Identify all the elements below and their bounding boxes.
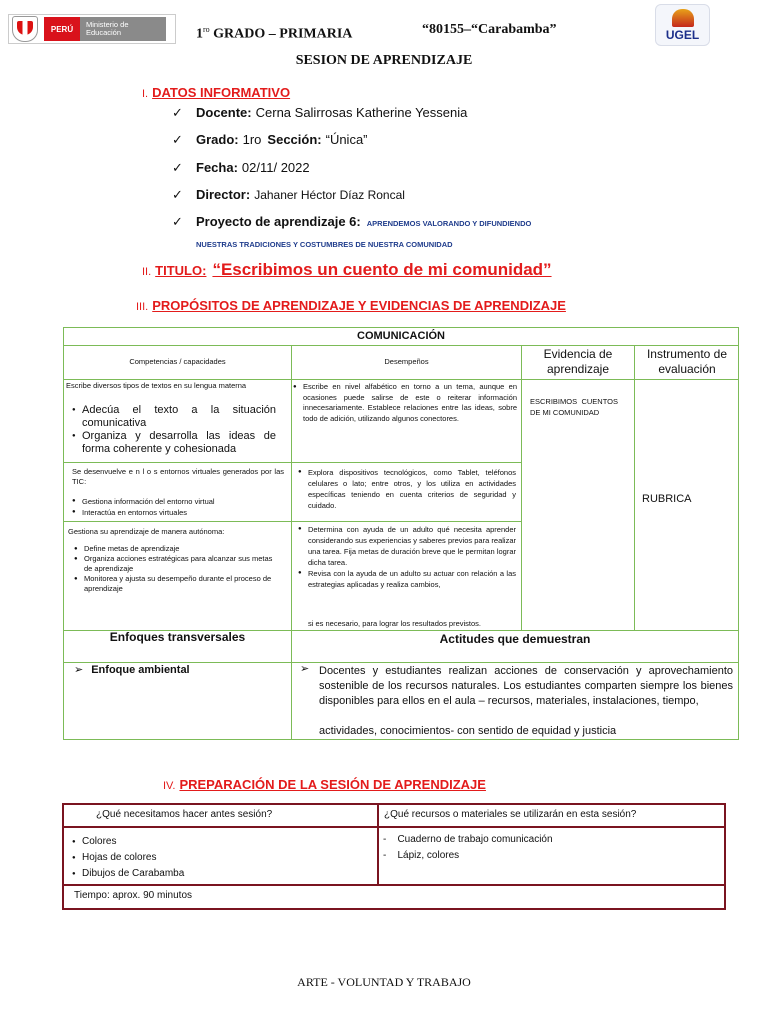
before-item: ● Hojas de colores [72, 850, 184, 866]
before-item: ● Dibujos de Carabamba [72, 866, 184, 882]
actitud-arrow-icon: ➢ [300, 663, 310, 675]
area-header: COMUNICACIÓN [357, 330, 445, 342]
enfoque-ambiental: ➢ Enfoque ambiental [74, 664, 190, 676]
actitud-text-cont: actividades, conocimientos- con sentido de equidad y justicia [319, 725, 617, 737]
actitud-text: Docentes y estudiantes realizan acciones de conservación y aprovechamiento sostenible de los recursos naturales. Los estudiantes comparten siempre los bienes disponibles para ellos en el aula – recursos, materiales, instalaciones, tiempo, [319, 665, 733, 707]
competencia-3: Gestiona su aprendizaje de manera autónoma: [68, 527, 225, 536]
before-item: ● Colores [72, 834, 184, 850]
tiempo: Tiempo: aprox. 90 minutos [74, 890, 193, 901]
material-item: - Cuaderno de trabajo comunicación [383, 834, 553, 845]
desempeno-1: ● Escribe en nivel alfabético en torno a un tema, aunque en ocasiones puede salirse de este o reiterar información innecesariamente. Establece relaciones entre las ideas, sobre todo de adición, utilizando algunos conectores. [293, 382, 517, 424]
info-fecha: ✓ Fecha: 02/11/ 2022 [172, 160, 310, 175]
before-list [72, 834, 184, 882]
capacidad-3c: ● Monitorea y ajusta su desempeño durante el proceso de aprendizaje [74, 574, 279, 594]
col-competencias: Competencias / capacidades [129, 357, 226, 366]
col-desempenos: Desempeños [384, 357, 429, 366]
info-docente: ✓ Docente: Cerna Salirrosas Katherine Yessenia [172, 105, 468, 120]
page-title: SESION DE APRENDIZAJE [295, 53, 473, 68]
col-instrumento: Instrumento de evaluación [646, 347, 728, 376]
capacidades-3 [74, 544, 279, 594]
ugel-logo: UGEL [655, 4, 710, 46]
ugel-emblem-icon [672, 9, 694, 27]
capacidad-1b: ● Organiza y desarrolla las ideas de forma coherente y cohesionada [72, 430, 276, 456]
materials-list [383, 832, 553, 864]
evidencia-value: ESCRIBIMOS CUENTOS DE MI COMUNIDAD [530, 397, 618, 417]
capacidades-1 [72, 404, 276, 456]
school-name: “80155–“Carabamba” [422, 22, 557, 37]
capacidad-2b: ● Interactúa en entornos virtuales [72, 507, 282, 518]
question-materials: ¿Qué recursos o materiales se utilizarán en esta sesión? [384, 809, 637, 820]
capacidad-1a: ● Adecúa el texto a la situación comunicativa [72, 404, 276, 430]
question-before: ¿Qué necesitamos hacer antes sesión? [96, 809, 273, 820]
coat-of-arms-icon [12, 16, 38, 42]
section-4-heading: IV. PREPARACIÓN DE LA SESIÓN DE APRENDIZAJE [163, 777, 486, 792]
desempeno-2: ● Explora dispositivos tecnológicos, como Tablet, teléfonos celulares o lato; entre otros, y los utiliza en actividades específicas teniendo en cuenta criterios de seguridad y cuidado. [298, 467, 516, 511]
info-proyecto: ✓ Proyecto de aprendizaje 6: APRENDEMOS VALORANDO Y DIFUNDIENDO [172, 214, 532, 229]
logo-country: PERÚ [44, 17, 80, 41]
competencia-2: Se desenvuelve e n l o s entornos virtuales generados por las TIC: [72, 467, 284, 486]
enfoques-header: Enfoques transversales [109, 630, 246, 644]
competencia-1: Escribe diversos tipos de textos en su lengua materna [66, 381, 247, 390]
footer-motto: ARTE - VOLUNTAD Y TRABAJO [297, 975, 471, 989]
desempeno-3-cont: si es necesario, para lograr los resultados previstos. [308, 619, 481, 628]
col-evidencia: Evidencia de aprendizaje [543, 347, 613, 376]
capacidad-3a: ● Define metas de aprendizaje [74, 544, 279, 554]
instrumento-value: RUBRICA [642, 493, 692, 505]
logo-ministry: Ministerio de Educación [80, 17, 166, 41]
info-director: ✓ Director: Jahaner Héctor Díaz Roncal [172, 187, 405, 202]
grade-heading: $1^{ro}$ GRADO – PRIMARIA [196, 25, 353, 42]
capacidades-2 [72, 496, 282, 518]
material-item: - Lápiz, colores [383, 850, 460, 861]
desempeno-3: ● Determina con ayuda de un adulto qué necesita aprender considerando sus experiencias y saberes previos para realizar una tarea. Fija metas de duración breve que le permitan lograr dicha tarea. ● Revisa con la ayuda de un adulto su actuar con relación a las estrategias aplicadas y realiza cambios, [298, 524, 516, 590]
section-2-heading: II. TITULO: “Escribimos un cuento de mi comunidad” [142, 260, 552, 279]
capacidad-3b: ● Organiza acciones estratégicas para alcanzar sus metas de aprendizaje [74, 554, 279, 574]
info-grado: ✓ Grado: 1ro Sección: “Única” [172, 132, 368, 147]
section-3-heading: III. PROPÓSITOS DE APRENDIZAJE Y EVIDENCIAS DE APRENDIZAJE [136, 298, 566, 313]
capacidad-2a: ● Gestiona información del entorno virtual [72, 496, 282, 507]
minedu-logo [8, 14, 176, 44]
info-proyecto-cont: NUESTRAS TRADICIONES Y COSTUMBRES DE NUESTRA COMUNIDAD [196, 240, 453, 249]
section-1-heading: I. DATOS INFORMATIVO [142, 85, 291, 100]
actitudes-header: Actitudes que demuestran [439, 632, 591, 646]
